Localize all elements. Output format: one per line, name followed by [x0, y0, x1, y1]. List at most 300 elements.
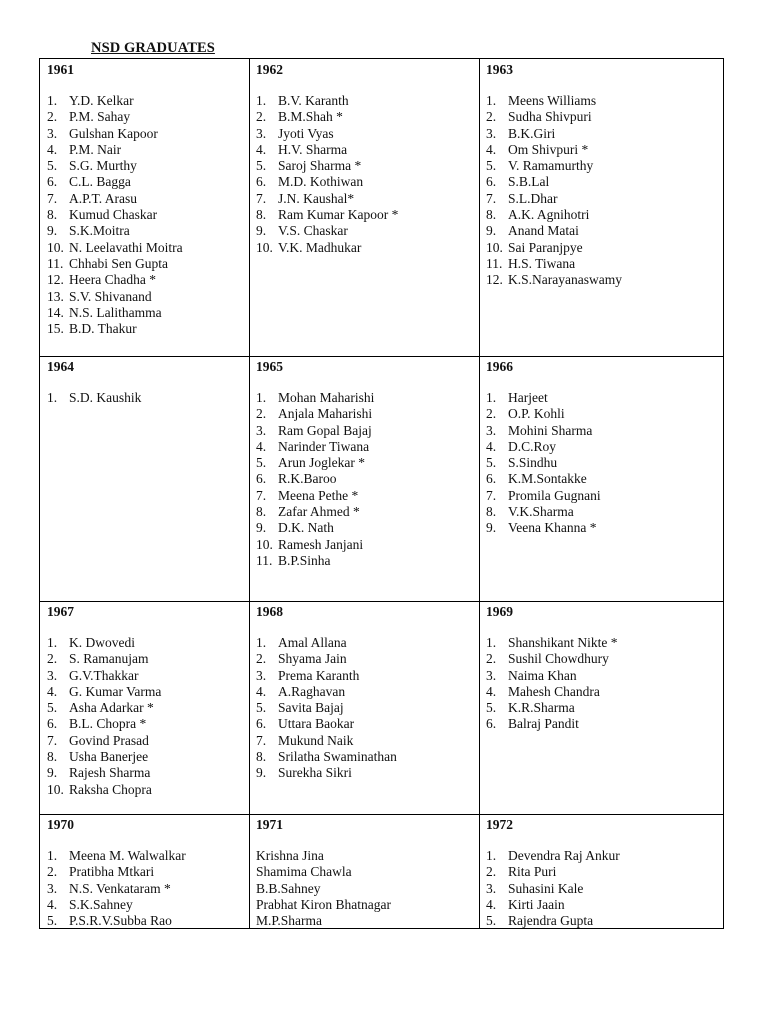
list-item: [256, 240, 479, 256]
graduate-name: Sudha Shivpuri: [508, 109, 592, 125]
list-item: [486, 897, 724, 913]
list-item: [256, 897, 479, 913]
list-item-number: 5.: [256, 700, 267, 716]
list-item-number: 9.: [486, 223, 497, 239]
graduate-name: Mohini Sharma: [508, 422, 593, 438]
year-cell-1961: [40, 59, 249, 356]
graduate-list: [256, 635, 479, 782]
list-item: [47, 897, 249, 913]
graduate-name: B.L. Chopra *: [69, 716, 147, 732]
list-item: [486, 142, 724, 158]
list-item-number: 2.: [486, 406, 497, 422]
graduate-name: Shyama Jain: [278, 651, 347, 667]
list-item: [486, 109, 724, 125]
list-item-number: 5.: [486, 700, 497, 716]
graduate-name: N.S. Lalithamma: [69, 304, 162, 320]
list-item-number: 2.: [486, 864, 497, 880]
list-item: [256, 668, 479, 684]
graduate-name: G.V.Thakkar: [69, 667, 139, 683]
graduate-list: [486, 848, 724, 929]
list-item: [47, 668, 249, 684]
list-item: [486, 174, 724, 190]
graduate-name: Y.D. Kelkar: [69, 93, 134, 108]
list-item-number: 1.: [486, 390, 497, 405]
graduate-name: B.V. Karanth: [278, 93, 349, 108]
list-item: [256, 504, 479, 520]
list-item: [256, 126, 479, 142]
list-item-number: 5.: [486, 455, 497, 471]
graduate-name: Ram Kumar Kapoor *: [278, 207, 399, 223]
list-item: [47, 158, 249, 174]
list-item-number: 2.: [47, 109, 58, 125]
list-item: [486, 668, 724, 684]
graduate-name: K.S.Narayanaswamy: [508, 272, 622, 288]
list-item: [486, 256, 724, 272]
list-item: [47, 765, 249, 781]
list-item-number: 10.: [256, 536, 273, 552]
list-item: [256, 749, 479, 765]
list-item-number: 5.: [47, 913, 58, 929]
graduate-name: Shanshikant Nikte *: [508, 635, 618, 650]
list-item: [256, 848, 479, 864]
list-item: [47, 142, 249, 158]
list-item: [47, 881, 249, 897]
list-item-number: 1.: [47, 93, 58, 108]
list-item-number: 2.: [256, 109, 267, 125]
list-item: [486, 390, 724, 406]
list-item: [47, 223, 249, 239]
list-item-number: 3.: [47, 880, 58, 896]
graduate-name: P.M. Nair: [69, 141, 122, 157]
list-item: [47, 207, 249, 223]
list-item-number: 8.: [486, 504, 497, 520]
list-item-number: 13.: [47, 288, 64, 304]
graduate-name: Balraj Pandit: [508, 716, 579, 732]
graduate-name: A.K. Agnihotri: [508, 207, 590, 223]
list-item-number: 15.: [47, 321, 64, 337]
year-cell-1965: [249, 356, 479, 601]
list-item: [486, 488, 724, 504]
list-item: [486, 864, 724, 880]
list-item-number: 1.: [256, 93, 267, 108]
graduate-list: [47, 93, 249, 337]
graduate-name: Naima Khan: [508, 667, 577, 683]
list-item: [486, 126, 724, 142]
year-heading: 1963: [486, 62, 513, 77]
list-item: [47, 109, 249, 125]
graduate-name: R.K.Baroo: [278, 471, 337, 487]
list-item-number: 3.: [47, 667, 58, 683]
list-item: [47, 256, 249, 272]
list-item: [47, 191, 249, 207]
list-item-number: 4.: [486, 896, 497, 912]
list-item: [486, 716, 724, 732]
list-item: [486, 272, 724, 288]
list-item-number: 7.: [47, 190, 58, 206]
list-item: [256, 390, 479, 406]
list-item: [486, 881, 724, 897]
year-cell-1964: [40, 356, 249, 601]
list-item-number: 7.: [256, 732, 267, 748]
graduate-list: [256, 390, 479, 569]
list-item-number: 9.: [47, 223, 58, 239]
graduate-name: Jyoti Vyas: [278, 125, 334, 141]
list-item-number: 2.: [486, 109, 497, 125]
graduate-name: M.P.Sharma: [256, 913, 323, 929]
graduate-name: Ramesh Janjani: [278, 536, 364, 552]
year-heading: 1967: [47, 604, 74, 619]
list-item: [256, 142, 479, 158]
graduate-name: H.S. Tiwana: [508, 255, 576, 271]
year-heading: 1968: [256, 604, 283, 619]
graduate-name: K.M.Sontakke: [508, 471, 587, 487]
list-item-number: 1.: [47, 390, 58, 405]
list-item-number: 4.: [486, 438, 497, 454]
year-heading: 1962: [256, 62, 283, 77]
graduate-name: B.M.Shah *: [278, 109, 343, 125]
list-item-number: 1.: [486, 848, 497, 863]
graduate-name: A.Raghavan: [278, 683, 346, 699]
graduate-name: Arun Joglekar *: [278, 455, 365, 471]
list-item: [47, 716, 249, 732]
year-cell-1969: [479, 601, 724, 814]
graduate-name: V.K.Sharma: [508, 504, 574, 520]
list-item-number: 9.: [256, 765, 267, 781]
list-item: [47, 93, 249, 109]
graduate-name: Narinder Tiwana: [278, 438, 370, 454]
graduate-name: S. Ramanujam: [69, 651, 149, 667]
graduate-name: M.D. Kothiwan: [278, 174, 364, 190]
list-item: [47, 305, 249, 321]
list-item-number: 7.: [256, 190, 267, 206]
graduate-name: Anjala Maharishi: [278, 406, 373, 422]
graduate-name: Om Shivpuri *: [508, 141, 589, 157]
year-heading: 1970: [47, 817, 74, 832]
list-item-number: 4.: [486, 683, 497, 699]
graduate-name: B.D. Thakur: [69, 321, 137, 337]
list-item-number: 1.: [486, 93, 497, 108]
list-item: [256, 765, 479, 781]
list-item-number: 1.: [47, 848, 58, 863]
list-item: [256, 174, 479, 190]
graduate-name: Zafar Ahmed *: [278, 504, 360, 520]
list-item: [256, 684, 479, 700]
year-heading: 1971: [256, 817, 283, 832]
graduate-name: Prema Karanth: [278, 667, 360, 683]
graduate-name: Saroj Sharma *: [278, 158, 362, 174]
graduate-name: Asha Adarkar *: [69, 700, 154, 716]
list-item: [256, 223, 479, 239]
list-item-number: 3.: [256, 422, 267, 438]
list-item: [256, 423, 479, 439]
list-item: [47, 782, 249, 798]
list-item-number: 4.: [256, 438, 267, 454]
graduate-name: D.K. Nath: [278, 520, 334, 536]
list-item: [256, 93, 479, 109]
list-item: [486, 651, 724, 667]
graduate-name: S.D. Kaushik: [69, 390, 142, 405]
list-item-number: 9.: [256, 520, 267, 536]
graduate-name: Mohan Maharishi: [278, 390, 375, 405]
list-item-number: 9.: [256, 223, 267, 239]
graduate-name: J.N. Kaushal*: [278, 190, 355, 206]
list-item: [486, 504, 724, 520]
list-item: [486, 455, 724, 471]
graduate-name: Sushil Chowdhury: [508, 651, 609, 667]
list-item: [47, 240, 249, 256]
graduate-list: [47, 390, 249, 406]
list-item-number: 3.: [486, 667, 497, 683]
list-item-number: 4.: [256, 683, 267, 699]
list-item: [256, 651, 479, 667]
list-item-number: 3.: [486, 880, 497, 896]
list-item-number: 3.: [256, 667, 267, 683]
graduate-name: Uttara Baokar: [278, 716, 355, 732]
list-item: [47, 272, 249, 288]
list-item-number: 2.: [256, 406, 267, 422]
graduate-name: Surekha Sikri: [278, 765, 352, 781]
graduate-name: S.G. Murthy: [69, 158, 137, 174]
year-heading: 1961: [47, 62, 74, 77]
list-item: [47, 174, 249, 190]
list-item: [47, 651, 249, 667]
list-item-number: 5.: [486, 913, 497, 929]
graduate-name: G. Kumar Varma: [69, 683, 162, 699]
list-item: [486, 635, 724, 651]
list-item-number: 6.: [486, 716, 497, 732]
graduate-list: [47, 635, 249, 798]
list-item: [486, 93, 724, 109]
list-item: [47, 635, 249, 651]
list-item: [47, 289, 249, 305]
list-item: [256, 881, 479, 897]
list-item: [486, 471, 724, 487]
graduate-name: B.B.Sahney: [256, 880, 321, 896]
graduate-name: C.L. Bagga: [69, 174, 131, 190]
list-item: [47, 733, 249, 749]
list-item: [47, 749, 249, 765]
list-item: [47, 126, 249, 142]
list-item: [256, 864, 479, 880]
list-item-number: 10.: [256, 239, 273, 255]
year-cell-1968: [249, 601, 479, 814]
graduate-name: Promila Gugnani: [508, 487, 601, 503]
graduate-list: [486, 635, 724, 733]
list-item: [256, 109, 479, 125]
list-item-number: 6.: [486, 471, 497, 487]
list-item: [486, 684, 724, 700]
list-item: [486, 848, 724, 864]
list-item: [486, 223, 724, 239]
list-item: [47, 700, 249, 716]
list-item-number: 5.: [256, 158, 267, 174]
list-item-number: 9.: [486, 520, 497, 536]
graduate-name: Savita Bajaj: [278, 700, 344, 716]
graduate-name: Heera Chadha *: [69, 272, 156, 288]
graduate-name: Suhasini Kale: [508, 880, 584, 896]
year-heading: 1965: [256, 359, 283, 374]
list-item-number: 1.: [256, 390, 267, 405]
graduate-name: V. Ramamurthy: [508, 158, 594, 174]
graduate-name: N. Leelavathi Moitra: [69, 239, 183, 255]
list-item-number: 12.: [47, 272, 64, 288]
list-item-number: 8.: [256, 207, 267, 223]
list-item: [256, 191, 479, 207]
list-item-number: 6.: [486, 174, 497, 190]
list-item-number: 6.: [256, 471, 267, 487]
list-item-number: 3.: [256, 125, 267, 141]
list-item: [486, 913, 724, 929]
list-item: [486, 191, 724, 207]
list-item: [256, 207, 479, 223]
list-item-number: 4.: [47, 141, 58, 157]
list-item-number: 11.: [47, 255, 64, 271]
list-item-number: 14.: [47, 304, 64, 320]
year-heading: 1964: [47, 359, 74, 374]
graduate-name: Krishna Jina: [256, 848, 324, 863]
graduate-name: S.V. Shivanand: [69, 288, 152, 304]
graduate-name: P.S.R.V.Subba Rao: [69, 913, 172, 929]
graduate-name: O.P. Kohli: [508, 406, 565, 422]
list-item-number: 11.: [486, 255, 503, 271]
list-item: [47, 321, 249, 337]
list-item: [256, 635, 479, 651]
list-item-number: 8.: [486, 207, 497, 223]
list-item-number: 10.: [47, 239, 64, 255]
list-item-number: 8.: [47, 207, 58, 223]
list-item: [486, 240, 724, 256]
list-item: [486, 158, 724, 174]
year-cell-1971: [249, 814, 479, 929]
list-item-number: 6.: [256, 716, 267, 732]
graduate-name: Rajesh Sharma: [69, 765, 151, 781]
list-item-number: 12.: [486, 272, 503, 288]
list-item: [256, 455, 479, 471]
list-item-number: 3.: [486, 125, 497, 141]
graduate-name: S.K.Moitra: [69, 223, 130, 239]
graduate-name: Prabhat Kiron Bhatnagar: [256, 896, 391, 912]
graduate-name: Raksha Chopra: [69, 781, 152, 797]
list-item-number: 6.: [47, 716, 58, 732]
graduate-name: V.K. Madhukar: [278, 239, 362, 255]
graduate-name: B.K.Giri: [508, 125, 556, 141]
list-item: [256, 716, 479, 732]
graduate-name: Kumud Chaskar: [69, 207, 158, 223]
list-item: [256, 913, 479, 929]
graduate-name: Mahesh Chandra: [508, 683, 600, 699]
graduate-name: Harjeet: [508, 390, 548, 405]
graduate-list: [486, 390, 724, 537]
list-item-number: 3.: [47, 125, 58, 141]
graduates-table: [39, 58, 724, 929]
list-item-number: 7.: [486, 487, 497, 503]
graduate-name: S.Sindhu: [508, 455, 558, 471]
graduate-name: Usha Banerjee: [69, 749, 149, 765]
list-item: [256, 488, 479, 504]
graduate-name: Rita Puri: [508, 864, 557, 880]
graduate-name: Ram Gopal Bajaj: [278, 422, 372, 438]
list-item-number: 3.: [486, 422, 497, 438]
year-heading: 1972: [486, 817, 513, 832]
list-item-number: 2.: [47, 651, 58, 667]
graduate-name: Meens Williams: [508, 93, 597, 108]
list-item-number: 1.: [256, 635, 267, 650]
graduate-name: Govind Prasad: [69, 732, 149, 748]
list-item-number: 4.: [47, 683, 58, 699]
graduate-list: [47, 848, 249, 929]
graduate-name: K. Dwovedi: [69, 635, 135, 650]
year-cell-1963: [479, 59, 724, 356]
list-item: [256, 537, 479, 553]
list-item: [256, 158, 479, 174]
list-item: [486, 423, 724, 439]
year-cell-1972: [479, 814, 724, 929]
list-item: [47, 684, 249, 700]
list-item-number: 10.: [486, 239, 503, 255]
graduate-name: V.S. Chaskar: [278, 223, 348, 239]
list-item-number: 7.: [486, 190, 497, 206]
graduate-name: B.P.Sinha: [278, 552, 331, 568]
list-item: [47, 848, 249, 864]
list-item-number: 4.: [256, 141, 267, 157]
list-item: [486, 406, 724, 422]
graduate-name: H.V. Sharma: [278, 141, 348, 157]
list-item: [256, 733, 479, 749]
year-cell-1962: [249, 59, 479, 356]
list-item-number: 5.: [486, 158, 497, 174]
graduate-name: S.L.Dhar: [508, 190, 558, 206]
graduate-list: [256, 848, 479, 929]
list-item: [47, 390, 249, 406]
graduate-name: Devendra Raj Ankur: [508, 848, 620, 863]
list-item-number: 8.: [256, 749, 267, 765]
list-item-number: 7.: [47, 732, 58, 748]
year-cell-1970: [40, 814, 249, 929]
list-item-number: 5.: [47, 158, 58, 174]
list-item-number: 8.: [47, 749, 58, 765]
list-item-number: 8.: [256, 504, 267, 520]
graduate-name: Amal Allana: [278, 635, 347, 650]
graduate-name: Meena M. Walwalkar: [69, 848, 186, 863]
graduate-name: Anand Matai: [508, 223, 579, 239]
graduate-name: Srilatha Swaminathan: [278, 749, 397, 765]
list-item-number: 5.: [47, 700, 58, 716]
list-item-number: 1.: [47, 635, 58, 650]
list-item-number: 10.: [47, 781, 64, 797]
graduate-name: Chhabi Sen Gupta: [69, 255, 168, 271]
list-item: [256, 700, 479, 716]
page-title: NSD GRADUATES: [91, 40, 215, 56]
graduate-name: Shamima Chawla: [256, 864, 352, 880]
graduate-name: Meena Pethe *: [278, 487, 359, 503]
list-item: [256, 553, 479, 569]
graduate-list: [486, 93, 724, 289]
graduate-name: K.R.Sharma: [508, 700, 575, 716]
graduate-name: Kirti Jaain: [508, 896, 565, 912]
list-item-number: 6.: [256, 174, 267, 190]
list-item-number: 2.: [256, 651, 267, 667]
list-item-number: 1.: [486, 635, 497, 650]
graduate-name: Gulshan Kapoor: [69, 125, 158, 141]
year-heading: 1969: [486, 604, 513, 619]
graduate-name: Sai Paranjpye: [508, 239, 583, 255]
graduate-name: Pratibha Mtkari: [69, 864, 155, 880]
graduate-name: A.P.T. Arasu: [69, 190, 138, 206]
year-heading: 1966: [486, 359, 513, 374]
year-cell-1966: [479, 356, 724, 601]
year-cell-1967: [40, 601, 249, 814]
list-item: [256, 520, 479, 536]
